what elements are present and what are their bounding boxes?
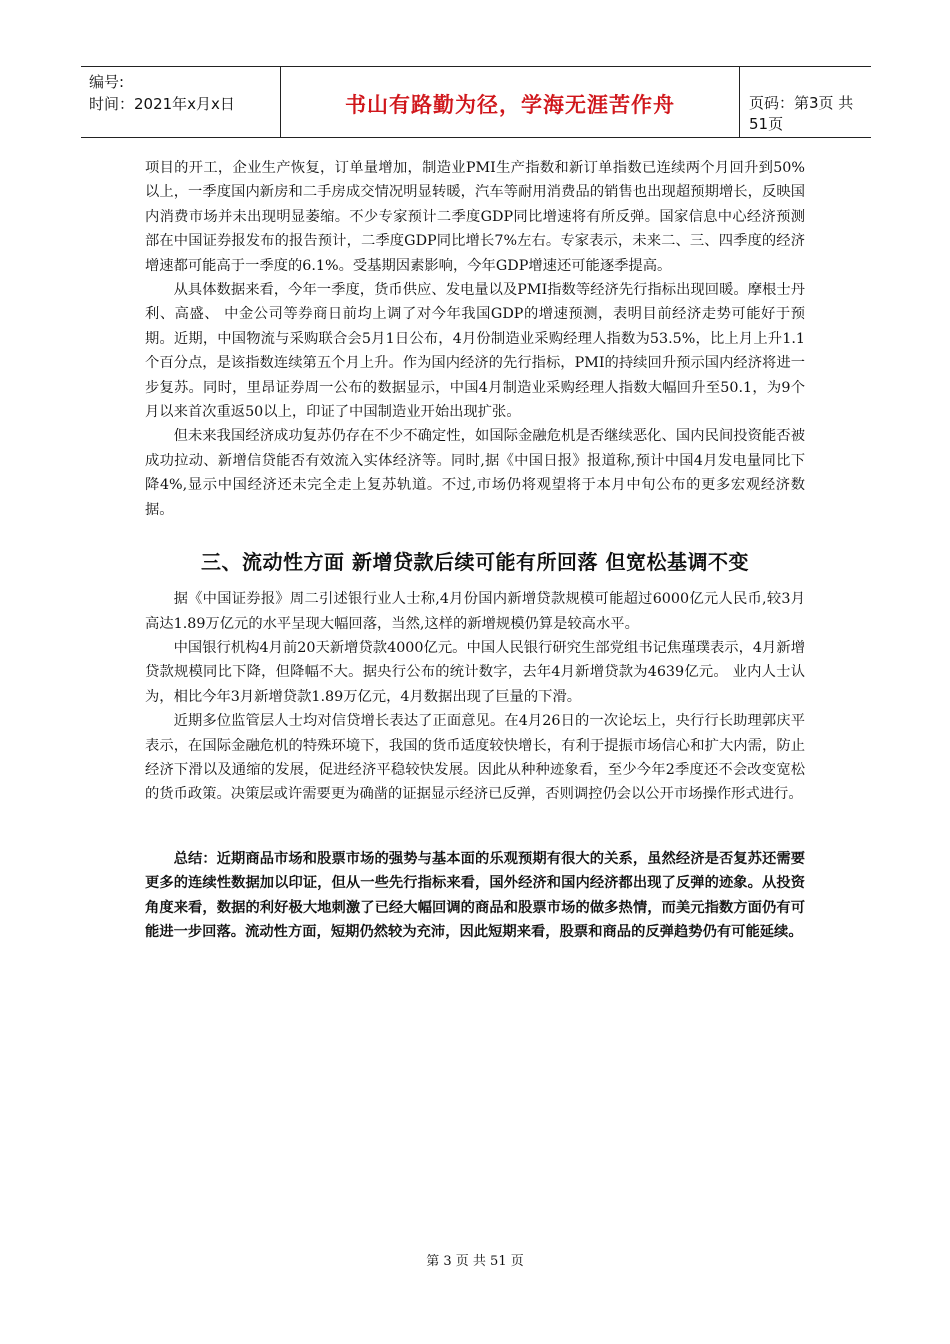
header-meta <box>81 67 281 137</box>
summary-paragraph: 总结：近期商品市场和股票市场的强势与基本面的乐观预期有很大的关系，虽然经济是否复苏还需要更多的连续性数据加以印证，但从一些先行指标来看，国外经济和国内经济都出现了反弹的迹象。从投资角度来看，数据的利好极大地刺激了已经大幅回调的商品和股票市场的做多热情，而美元指数方面仍有可能进一步回落。流动性方面，短期仍然较为充沛，因此短期来看，股票和商品的反弹趋势仍有可能延续。 <box>145 850 805 940</box>
document-date: 时间：2021年x月x日 <box>89 95 235 113</box>
body-paragraph: 项目的开工，企业生产恢复，订单量增加，制造业PMI生产指数和新订单指数已连续两个月回升到50%以上，一季度国内新房和二手房成交情况明显转暖，汽车等耐用消费品的销售也出现超预期增长，反映国内消费市场并未出现明显萎缩。不少专家预计二季度GDP同比增速将有所反弹。国家信息中心经济预测部在中国证券报发布的报告预计，二季度GDP同比增长7%左右。专家表示，未来二、三、四季度的经济增速都可能高于一季度的6.1%。受基期因素影响，今年GDP增速还可能逐季提高。 <box>145 160 805 274</box>
header-motto: 书山有路勤为径，学海无涯苦作舟 <box>345 93 675 117</box>
section-paragraph: 据《中国证券报》周二引述银行业人士称,4月份国内新增贷款规模可能超过6000亿元人民币,较3月高达1.89万亿元的水平呈现大幅回落，当然,这样的新增规模仍算是较高水平。 <box>145 591 805 632</box>
page-header <box>81 66 871 138</box>
header-page-cell <box>739 67 871 137</box>
header-motto-cell <box>281 67 740 137</box>
page-footer: 第 3 页 共 51 页 <box>426 1254 524 1269</box>
section-paragraph: 近期多位监管层人士均对信贷增长表达了正面意见。在4月26日的一次论坛上，央行行长助理郭庆平表示，在国际金融危机的特殊环境下，我国的货币适度较快增长，有利于提振市场信心和扩大内需，防止经济下滑以及通缩的发展，促进经济平稳较快发展。因此从种种迹象看，至少今年2季度还不会改变宽松的货币政策。决策层或许需要更为确凿的证据显示经济已反弹，否则调控仍会以公开市场操作形式进行。 <box>145 713 805 803</box>
body-paragraph: 从具体数据来看，今年一季度，货币供应、发电量以及PMI指数等经济先行指标出现回暖。摩根士丹利、高盛、 中金公司等券商日前均上调了对今年我国GDP的增速预测，表明目前经济走势可能好于预期。近期，中国物流与采购联合会5月1日公布，4月份制造业采购经理人指数为53.5%，比上月上升1.1个百分点，是该指数连续第五个月上升。作为国内经济的先行指标，PMI的持续回升预示国内经济将进一步复苏。同时，里昂证券周一公布的数据显示，中国4月制造业采购经理人指数大幅回升至50.1，为9个月以来首次重返50以上，印证了中国制造业开始出现扩张。 <box>145 282 805 421</box>
section-heading: 三、流动性方面 新增贷款后续可能有所回落 但宽松基调不变 <box>201 550 749 575</box>
section-paragraph: 中国银行机构4月前20天新增贷款4000亿元。中国人民银行研究生部党组书记焦瑾璞表示，4月新增贷款规模同比下降，但降幅不大。据央行公布的统计数字，去年4月新增贷款为4639亿元。 业内人士认为，相比今年3月新增贷款1.89万亿元，4月数据出现了巨量的下滑。 <box>145 639 805 705</box>
header-page-info: 页码：第3页 共51页 <box>749 94 854 133</box>
document-number-label: 编号: <box>89 73 125 91</box>
document-body <box>145 156 805 944</box>
body-paragraph: 但未来我国经济成功复苏仍存在不少不确定性，如国际金融危机是否继续恶化、国内民间投资能否被成功拉动、新增信贷能否有效流入实体经济等。同时,据《中国日报》报道称,预计中国4月发电量同比下降4%,显示中国经济还未完全走上复苏轨道。不过,市场仍将观望将于本月中旬公布的更多宏观经济数据。 <box>145 428 805 518</box>
